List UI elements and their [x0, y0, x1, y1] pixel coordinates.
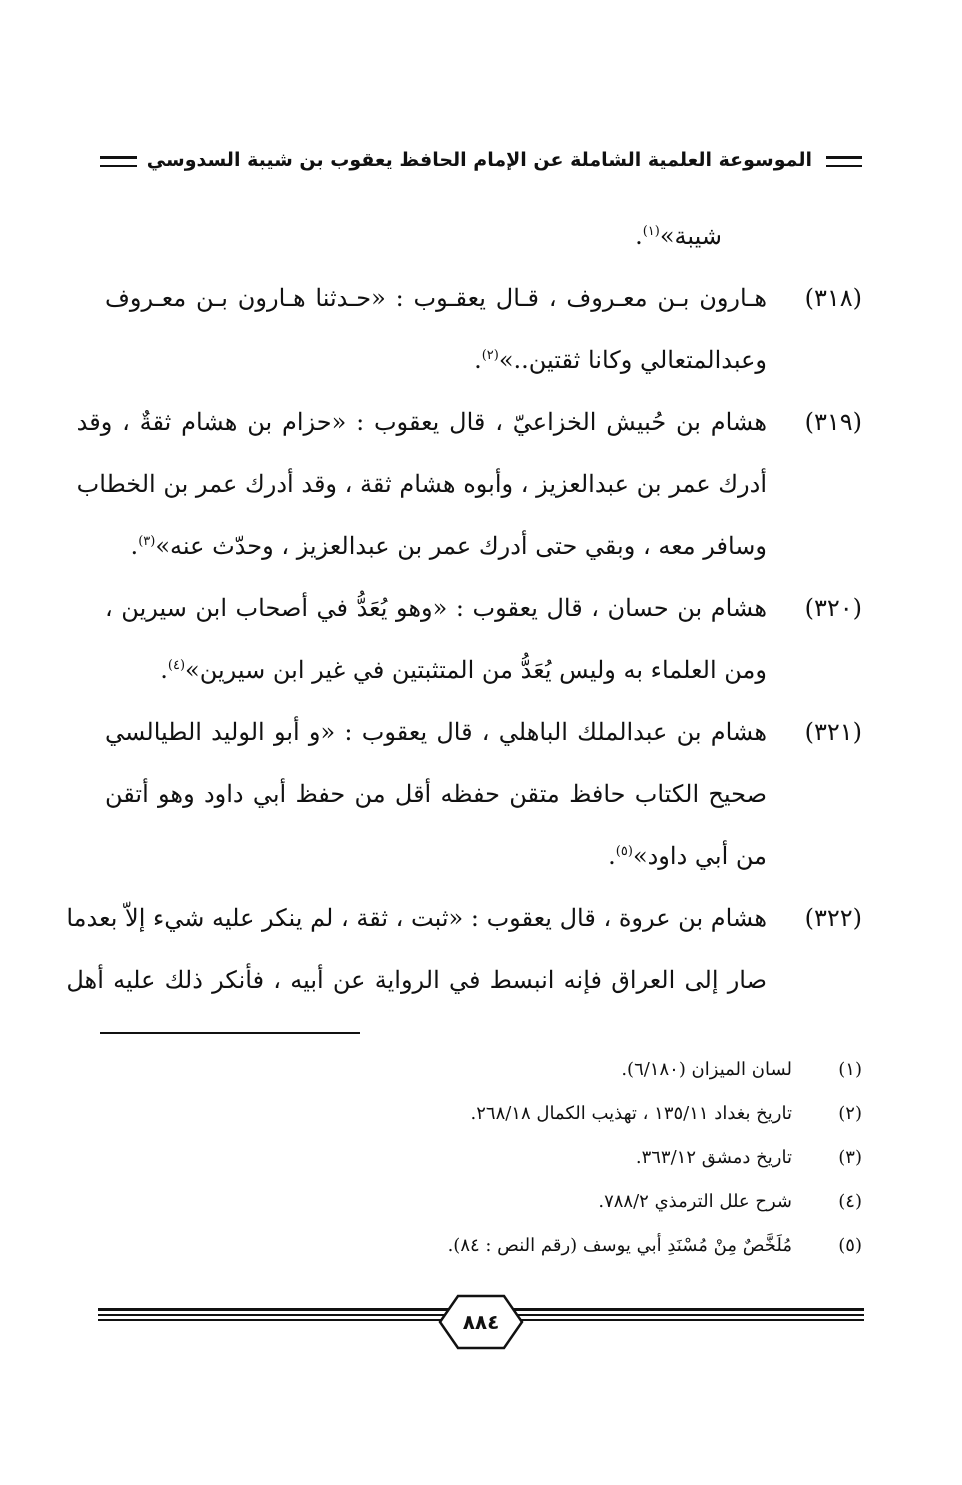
entry-number: (٣١٩) [804, 408, 862, 436]
entry-line: صار إلى العراق فإنه انبسط في الرواية عن أبيه ، فأنكر ذلك عليه أهل [66, 966, 767, 994]
entry-last-line: ومن العلماء به وليس يُعَدُّ من المتثبتين في غير ابن سيرين»$^{(٤)}$. [160, 656, 767, 684]
entry-text [66, 887, 767, 1011]
running-header [100, 140, 862, 180]
page-number-badge [436, 1290, 526, 1354]
footnote-number: (٥) [838, 1235, 862, 1256]
entry-last-line: من أبي داود»$^{(٥)}$. [608, 842, 767, 870]
entry-number: (٣٢١) [804, 718, 862, 746]
entry-line: هشام بن عروة ، قال يعقوب : «ثبت ، ثقة ، لم ينكر عليه شيء إلاّ بعدما [66, 904, 767, 932]
entry-318 [105, 267, 862, 391]
entry-line: صحيح الكتاب حافظ متقن حفظه أقل من حفظ أبي داود وهو أتقن [105, 780, 767, 808]
entry-line: هشام بن حُبيش الخزاعيّ ، قال يعقوب : «حزام بن هشام ثقةٌ ، وقد [76, 408, 767, 436]
entry-321 [105, 701, 862, 887]
footnote-item [100, 1224, 862, 1268]
footnote-text: لسان الميزان (٦/١٨٠). [621, 1059, 792, 1080]
footnote-ref[interactable]: (٣) [138, 534, 156, 549]
entry-320 [105, 577, 862, 701]
footnote-item [100, 1092, 862, 1136]
entry-number: (٣٢٢) [804, 904, 862, 932]
footnote-number: (٢) [838, 1103, 862, 1124]
entry-text [105, 267, 767, 391]
footnote-text: تاريخ دمشق ٣٦٣/١٢. [635, 1147, 792, 1168]
entry-text [77, 391, 767, 577]
entry-number: (٣٢٠) [804, 594, 862, 622]
book-title: الموسوعة العلمية الشاملة عن الإمام الحافظ يعقوب بن شيبة السدوسي [137, 140, 822, 180]
page-number: ٨٨٤ [462, 1310, 500, 1334]
header-rule-right [826, 156, 862, 167]
entry-line: هشام بن عبدالملك الباهلي ، قال يعقوب : «و أبو الوليد الطيالسي [105, 718, 767, 746]
entry-text [105, 577, 767, 701]
footnote-number: (١) [838, 1059, 862, 1080]
footnote-item [100, 1180, 862, 1224]
continuation-line: شيبة»$^{(١)}$. [635, 222, 722, 250]
footnote-text: مُلَخَّصٌ مِنْ مُسْنَدِ أبي يوسف (رقم النص : ٨٤). [447, 1235, 792, 1256]
footnote-separator [100, 1032, 360, 1034]
footnotes [100, 1048, 862, 1268]
footnote-ref[interactable]: (١) [642, 224, 660, 239]
entry-last-line: وسافر معه ، وبقي حتى أدرك عمر بن عبدالعزيز ، وحدّث عنه»$^{(٣)}$. [130, 532, 767, 560]
entry-line: هـارون بـن معـروف ، قـال يعقـوب : «حـدثنا هـارون بـن معـروف [105, 284, 767, 312]
footnote-text: شرح علل الترمذي ٧٨٨/٢. [598, 1191, 792, 1212]
footnote-item [100, 1136, 862, 1180]
footnote-text: تاريخ بغداد ١٣٥/١١ ، تهذيب الكمال ٢٦٨/١٨. [470, 1103, 792, 1124]
main-text [66, 205, 862, 1011]
entry-line: هشام بن حسان ، قال يعقوب : «وهو يُعَدُّ في أصحاب ابن سيرين ، [105, 594, 767, 622]
footnote-ref[interactable]: (٢) [481, 348, 499, 363]
footnote-number: (٣) [838, 1147, 862, 1168]
entry-319 [76, 391, 862, 577]
entry-line: أدرك عمر بن عبدالعزيز ، وأبوه هشام ثقة ، وقد أدرك عمر بن الخطاب [76, 470, 767, 498]
entry-last-line: وعبدالمتعالي وكانا ثقتين..»$^{(٢)}$. [474, 346, 767, 374]
entry-322 [66, 887, 862, 1011]
entry-number: (٣١٨) [804, 284, 862, 312]
footnote-ref[interactable]: (٤) [167, 658, 186, 673]
footnote-ref[interactable]: (٥) [615, 844, 633, 859]
footnote-number: (٤) [838, 1191, 862, 1212]
footnote-item [100, 1048, 862, 1092]
page-footer [98, 1290, 864, 1360]
entry-text [105, 701, 767, 887]
